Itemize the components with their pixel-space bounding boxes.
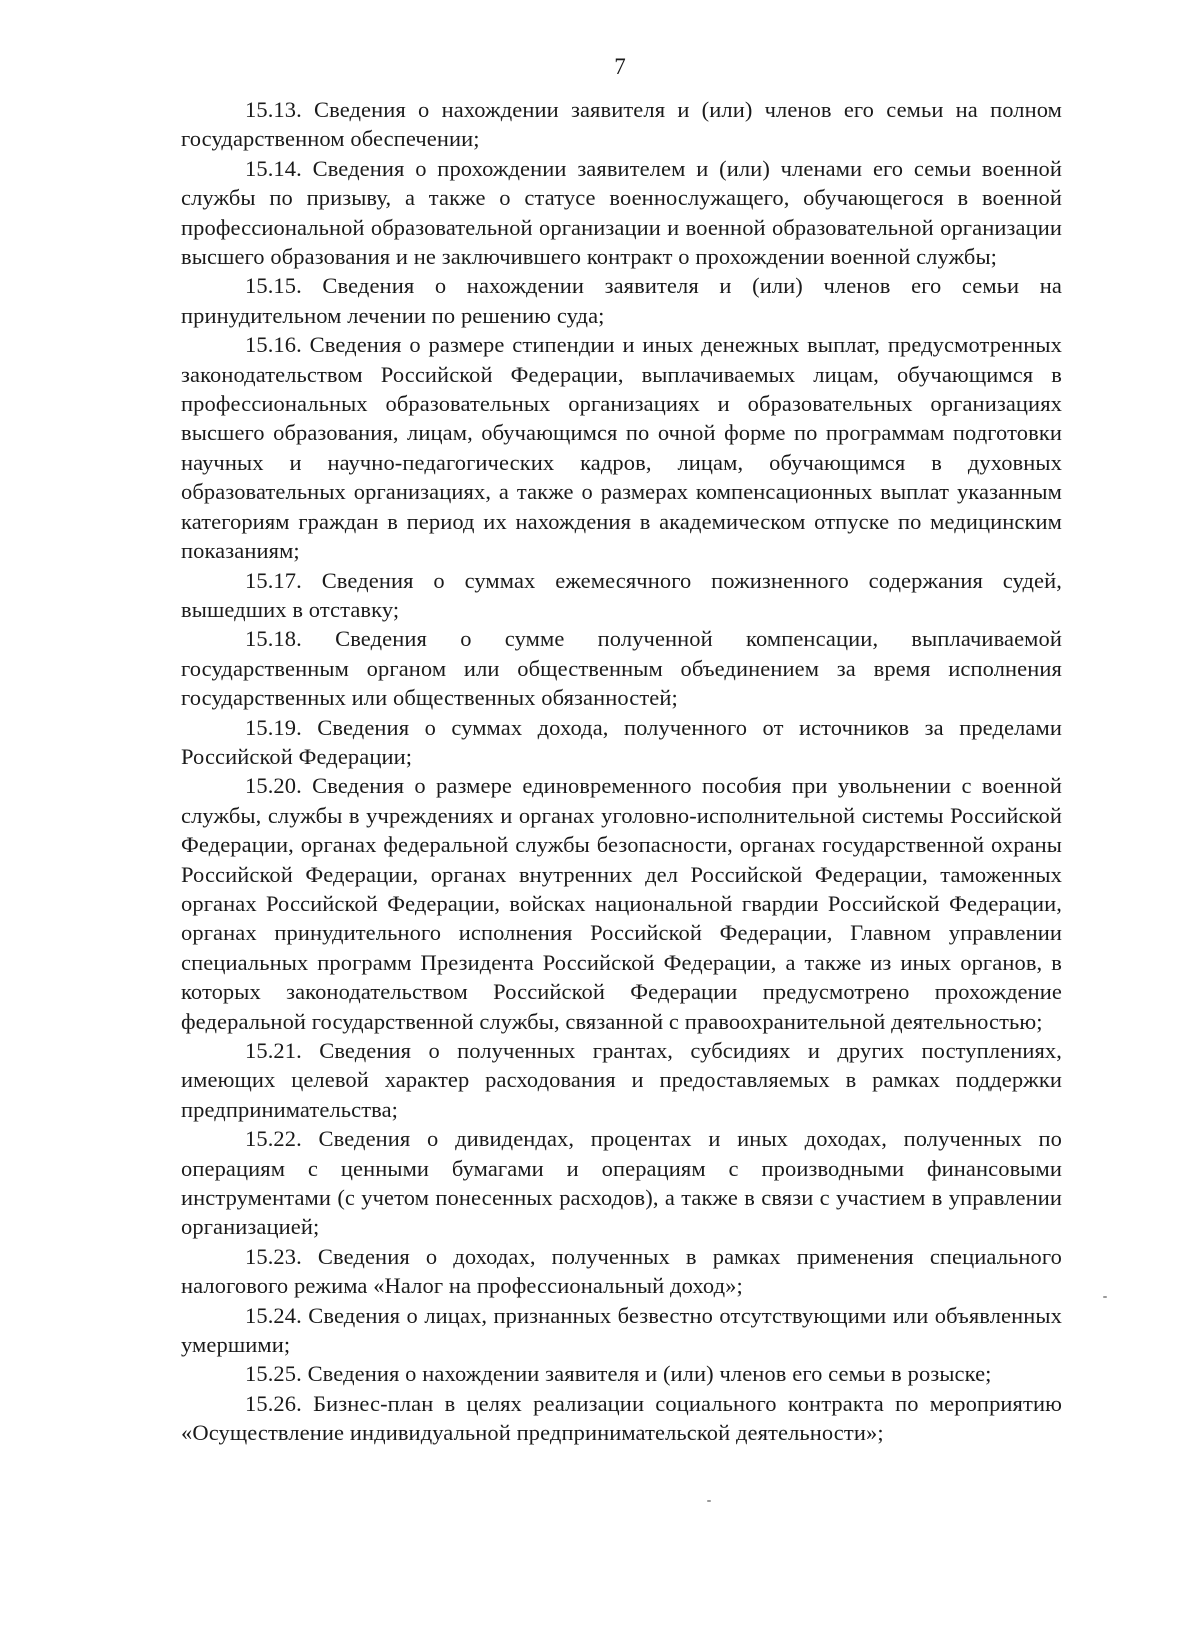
- paragraph-15-21: 15.21. Сведения о полученных грантах, субсидиях и других поступлениях, имеющих целевой характер расходования и предоставляемых в рамках поддержки предпринимательства;: [181, 1038, 1062, 1122]
- paragraph-15-16: 15.16. Сведения о размере стипендии и иных денежных выплат, предусмотренных законодательством Российской Федерации, выплачиваемых лицам, обучающимся в профессиональных образовательных организациях и образовательных организациях высшего образования, лицам, обучающимся по очной форме по программам подготовки научных и научно-педагогических кадров, лицам, обучающимся в духовных образовательных организациях, а также о размерах компенсационных выплат указанным категориям граждан в период их нахождения в академическом отпуске по медицинским показаниям;: [181, 332, 1062, 564]
- paragraph-15-26: 15.26. Бизнес-план в целях реализации социального контракта по мероприятию «Осуществление индивидуальной предпринимательской деятельности»;: [181, 1390, 1062, 1446]
- scan-speck: [1103, 1296, 1107, 1298]
- paragraph-15-24: 15.24. Сведения о лицах, признанных безвестно отсутствующими или объявленных умершими;: [181, 1302, 1062, 1358]
- paragraph-15-25: 15.25. Сведения о нахождении заявителя и (или) членов его семьи в розыске;: [245, 1361, 992, 1387]
- scan-speck: [707, 1500, 711, 1502]
- paragraph-15-17: 15.17. Сведения о суммах ежемесячного пожизненного содержания судей, вышедших в отставку;: [181, 567, 1062, 622]
- paragraph-15-13: 15.13. Сведения о нахождении заявителя и (или) членов его семьи на полном государственном обеспечении;: [181, 97, 1062, 152]
- paragraph-15-18: 15.18. Сведения о сумме полученной компенсации, выплачиваемой государственным органом или общественным объединением за время исполнения государственных или общественных обязанностей;: [181, 626, 1062, 711]
- paragraph-15-19: 15.19. Сведения о суммах дохода, полученного от источников за пределами Российской Федерации;: [181, 714, 1062, 769]
- paragraph-15-22: 15.22. Сведения о дивидендах, процентах и иных доходах, полученных по операциям с ценными бумагами и операциям с производными финансовыми инструментами (с учетом понесенных расходов), а также в связи с участием в управлении организацией;: [181, 1126, 1062, 1240]
- document-body: [181, 95, 1062, 1448]
- paragraph-15-23: 15.23. Сведения о доходах, полученных в рамках применения специального налогового режима «Налог на профессиональный доход»;: [181, 1243, 1062, 1299]
- paragraph-15-15: 15.15. Сведения о нахождении заявителя и (или) членов его семьи на принудительном лечении по решению суда;: [181, 273, 1062, 328]
- paragraph-15-20: 15.20. Сведения о размере единовременного пособия при увольнении с военной службы, службы в учреждениях и органах уголовно-исполнительной системы Российской Федерации, органах федеральной службы безопасности, органах государственной охраны Российской Федерации, органах внутренних дел Российской Федерации, таможенных органах Российской Федерации, войсках национальной гвардии Российской Федерации, органах принудительного исполнения Российской Федерации, Главном управлении специальных программ Президента Российской Федерации, а также из иных органов, в которых законодательством Российской Федерации предусмотрено прохождение федеральной государственной службы, связанной с правоохранительной деятельностью;: [181, 773, 1062, 1034]
- paragraph-15-14: 15.14. Сведения о прохождении заявителем и (или) членами его семьи военной службы по призыву, а также о статусе военнослужащего, обучающегося в военной профессиональной образовательной организации и военной образовательной организации высшего образования и не заключившего контракт о прохождении военной службы;: [181, 155, 1062, 270]
- page-number: 7: [614, 54, 626, 79]
